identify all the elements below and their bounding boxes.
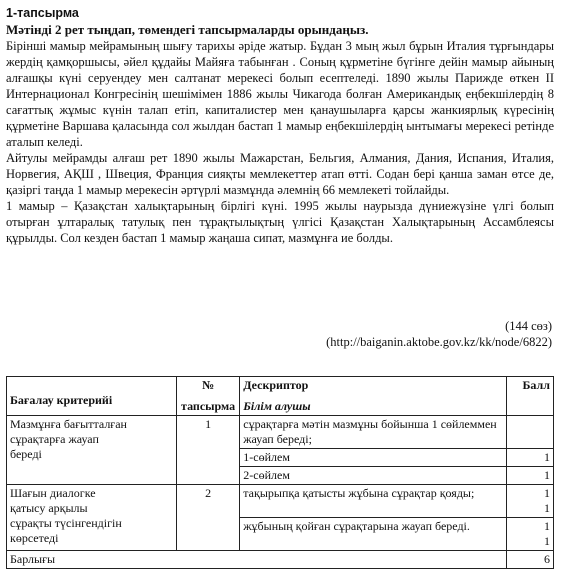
descriptor-cell: 2-сөйлем	[240, 467, 506, 485]
assessment-table	[6, 376, 554, 569]
score-cell	[506, 416, 553, 449]
descriptor-cell: сұрақтарға мәтін мазмұны бойынша 1 сөйлеммен жауап береді;	[240, 416, 506, 449]
task-title: 1-тапсырма	[6, 6, 79, 20]
criterion-cell: Мазмұнға бағытталған сұрақтарға жауап береді	[7, 416, 177, 485]
total-label: Барлығы	[7, 551, 507, 569]
table-header-row	[7, 377, 554, 416]
score-cell: 1	[506, 449, 553, 467]
table-row	[7, 416, 554, 449]
source-link[interactable]: (http://baiganin.aktobe.gov.kz/kk/node/6822)	[326, 335, 552, 349]
descriptor-cell: жұбының қойған сұрақтарына жауап береді.	[240, 518, 506, 551]
score-cell: 1 1	[506, 485, 553, 518]
word-count: (144 сөз)	[505, 319, 552, 333]
task-no-cell: 2	[176, 485, 239, 551]
score-cell: 1	[506, 467, 553, 485]
header-score: Балл	[506, 377, 553, 416]
passage-paragraph-2: Айтулы мейрамды алғаш рет 1890 жылы Мажарстан, Бельгия, Алмания, Дания, Испания, Италия, Норвегия, АҚШ , Швеция, Франция сияқты мемлекеттер атап өтті. Содан бері қанша заман өтсе де, қазіргі таңда 1 мамыр мерекесін әртүрлі мазмұнда әлемнің 66 мемлекеті тойлайды.	[6, 151, 554, 197]
descriptor-cell: тақырыпқа қатысты жұбына сұрақтар қояды;	[240, 485, 506, 518]
header-task-no: № тапсырма	[176, 377, 239, 416]
passage-paragraph-1: Бірінші мамыр мейрамының шығу тарихы әріде жатыр. Бұдан 3 мың жыл бұрын Италия тұрғындары жердің қамқоршысы, әйел құдайы Майяға табынған . Соның құрметіне бүгінге дейін мамыр айының алғашқы күні серуендеу мен салтанат мерекесі болып есептеледі. 1890 жылы Парижде өткен II Интернационал Конгресінің шешімімен 1886 жылы Чикагода болған Американдық еңбекшілердің 8 сағаттық жұмыс күнін талап етіп, капиталистер мен қанаушыларға қарсы жанкиярлық күресінің құрметіне Варшава қаласында сол жылдан бастап 1 мамыр еңбекшілердің ынтымағы мерекесі ретінде аталып келеді.	[6, 39, 554, 149]
reading-passage	[6, 38, 554, 246]
score-cell: 1 1	[506, 518, 553, 551]
header-descriptor: Дескриптор Білім алушы	[240, 377, 506, 416]
total-row	[7, 551, 554, 569]
passage-paragraph-3: 1 мамыр – Қазақстан халықтарының бірлігі күні. 1995 жылы наурызда дүниежүзіне үлгі болып отырған ұлтаралық татулық пен тұрақтылықтың үлгісі Қазақстан Халықтарының Ассамблеясы құрылды. Сол кезден бастап 1 мамыр жаңаша сипат, мазмұнға ие болды.	[6, 199, 554, 245]
header-criterion: Бағалау критерийі	[7, 377, 177, 416]
instruction: Мәтінді 2 рет тыңдап, төмендегі тапсырмаларды орындаңыз.	[6, 22, 369, 37]
task-no-cell: 1	[176, 416, 239, 485]
criterion-cell: Шағын диалогке қатысу арқылы сұрақты түсінгендігін көрсетеді	[7, 485, 177, 551]
table-row	[7, 485, 554, 518]
descriptor-cell: 1-сөйлем	[240, 449, 506, 467]
total-score: 6	[506, 551, 553, 569]
